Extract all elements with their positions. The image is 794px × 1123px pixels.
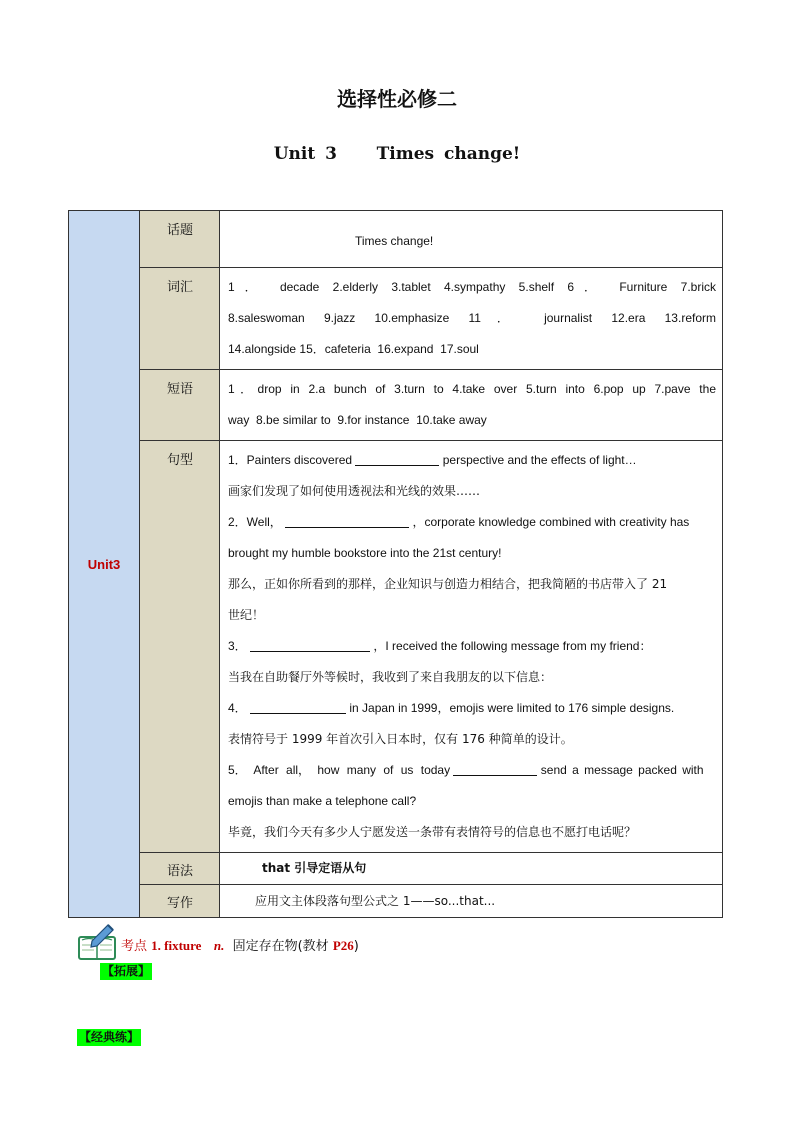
key-point-pos: n.: [213, 938, 225, 953]
unit-summary-table: [68, 210, 723, 918]
phrases-line-1: 1．drop in 2.a bunch of 3.turn to 4.take over 5.turn into 6.pop up 7.pave the: [228, 382, 716, 396]
key-point: [78, 923, 498, 963]
key-point-text: 考点 1. fixture n. 固定存在物(教材 P26): [121, 938, 359, 954]
key-point-meaning: 固定存在物(教材: [232, 939, 333, 954]
grammar-label: 语法: [140, 853, 220, 885]
sentence-5-translation: 毕竟，我们今天有多少人宁愿发送一条带有表情符号的信息也不愿打电话呢？: [228, 825, 637, 839]
book-pencil-icon: [78, 923, 120, 961]
sentence-3-translation: 当我在自助餐厅外等候时，我收到了来自我朋友的以下信息：: [228, 670, 553, 684]
sentence-3: 3． ，I received the following message from my friend：: [228, 639, 652, 653]
key-point-page: P26: [332, 938, 354, 953]
sentence-2-translation-a: 那么，正如你所看到的那样，企业知识与创造力相结合，把我简陋的书店带入了 21: [228, 577, 668, 591]
grammar-text: that 引导定语从句: [220, 853, 723, 885]
key-point-word: 1. fixture: [151, 938, 202, 953]
row-vocab: [69, 268, 723, 370]
practice-tag: 【经典练】: [79, 1030, 140, 1044]
row-phrases: [69, 370, 723, 441]
topic-text: Times change!: [220, 211, 723, 268]
extend-tag: 【拓展】: [102, 964, 151, 978]
writing-text: 应用文主体段落句型公式之 1——so...that...: [220, 885, 723, 918]
sentence-1: 1．Painters discovered perspective and the effects of light…: [228, 453, 637, 467]
sentence-2-continued: brought my humble bookstore into the 21st century!: [228, 546, 502, 560]
unit-subtitle: Unit 3 Times change!: [273, 144, 521, 164]
topic-label: 话题: [140, 211, 220, 268]
vocab-line-1: 1． decade 2.elderly 3.tablet 4.sympathy 5.shelf 6． Furniture 7.brick: [228, 280, 716, 294]
sentence-4: 4． in Japan in 1999，emojis were limited to 176 simple designs.: [228, 701, 675, 715]
row-writing: [69, 885, 723, 918]
answer-blank-4[interactable]: [250, 700, 346, 714]
vocab-line-3: 14.alongside 15．cafeteria 16.expand 17.soul: [228, 342, 479, 356]
sentence-1-translation: 画家们发现了如何使用透视法和光线的效果……: [228, 484, 481, 498]
unit-label: Unit3: [87, 556, 121, 572]
phrases-label: 短语: [140, 370, 220, 441]
phrases-line-2: way 8.be similar to 9.for instance 10.take away: [228, 413, 487, 427]
sentences-content: [220, 441, 723, 853]
answer-blank-3[interactable]: [250, 638, 370, 652]
writing-label: 写作: [140, 885, 220, 918]
phrases-content: [220, 370, 723, 441]
sentence-4-translation: 表情符号于 1999 年首次引入日本时，仅有 176 种简单的设计。: [228, 732, 573, 746]
vocab-line-2: 8.saleswoman 9.jazz 10.emphasize 11． journalist 12.era 13.reform: [228, 311, 716, 325]
sentence-5-continued: emojis than make a telephone call?: [228, 794, 417, 808]
sentences-label: 句型: [140, 441, 220, 853]
row-grammar: [69, 853, 723, 885]
answer-blank-1[interactable]: [355, 452, 439, 466]
row-topic: [69, 211, 723, 268]
sentence-2: 2．Well， ，corporate knowledge combined with creativity has: [228, 515, 690, 529]
sentence-5: 5． After all， how many of us today send a message packed with: [228, 763, 704, 777]
vocab-label: 词汇: [140, 268, 220, 370]
vocab-content: [220, 268, 723, 370]
sentence-2-translation-b: 世纪！: [228, 608, 265, 622]
unit-label-cell: [69, 211, 140, 918]
page-title: 选择性必修二: [337, 87, 457, 111]
row-sentences: [69, 441, 723, 853]
answer-blank-2[interactable]: [285, 514, 409, 528]
answer-blank-5[interactable]: [453, 762, 537, 776]
